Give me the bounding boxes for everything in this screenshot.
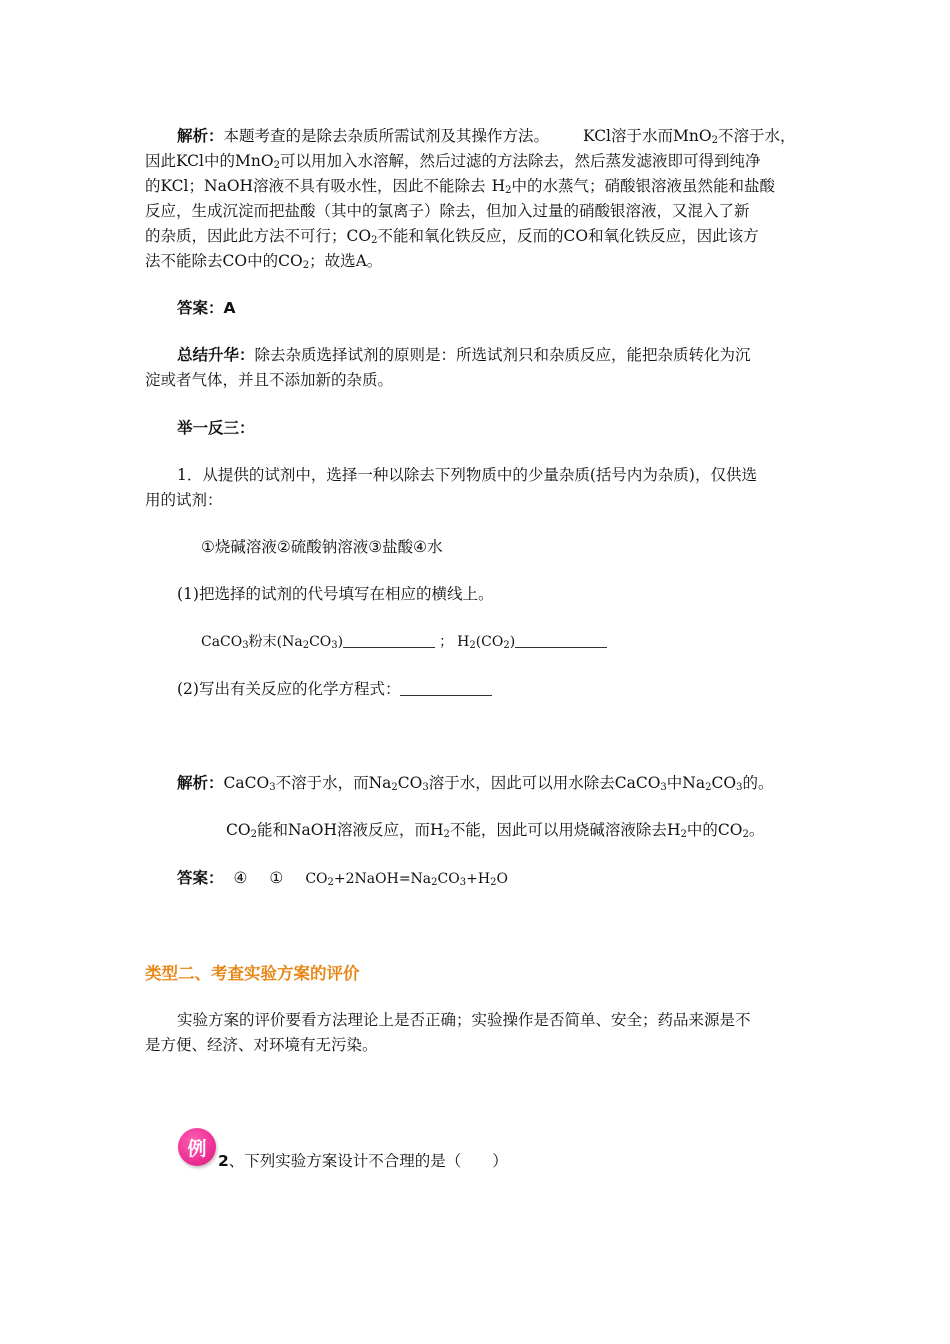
chem-sub: 2	[431, 877, 438, 888]
chem: NaOH	[204, 177, 254, 195]
analysis-text: ；故选	[309, 252, 356, 270]
example-text: 、下列实验方案设计不合理的是（ ）	[228, 1152, 508, 1170]
chem-sub: 2	[443, 829, 450, 840]
chem-sub: 2	[503, 640, 510, 651]
analysis1-line4: 反应，生成沉淀而把盐酸（其中的氯离子）除去，但加入过量的硝酸银溶液，又混入了新	[145, 202, 750, 220]
chem: KCl	[176, 152, 204, 170]
chem-sub: 2	[705, 782, 712, 793]
chem-sub: 2	[391, 782, 398, 793]
chem: MnO	[673, 127, 712, 145]
analysis2-line1	[177, 771, 842, 796]
chem: +2NaOH=Na	[333, 871, 432, 887]
chem: CO	[226, 821, 251, 839]
chem-sub: 2	[711, 135, 718, 146]
analysis-text: 能和	[256, 821, 288, 839]
equation	[305, 871, 508, 887]
analysis-text: 的	[145, 177, 161, 195]
analysis-text: 中	[666, 774, 683, 792]
answer-blank[interactable]	[343, 633, 435, 648]
separator: ；	[439, 634, 454, 650]
chem: CO	[305, 871, 328, 887]
analysis1-line6	[145, 249, 810, 274]
chem: CaCO	[614, 774, 661, 792]
answer-blank[interactable]	[515, 633, 607, 648]
chem: CO	[717, 821, 743, 839]
analysis-text: 中的	[204, 152, 236, 170]
chem-sub: 3	[331, 640, 338, 651]
chem: (CO	[475, 634, 504, 650]
answer1	[177, 296, 842, 321]
analysis-text: 溶于水，因此可以用水除去	[428, 774, 615, 792]
chem-sub: 3	[422, 782, 429, 793]
summary-line2: 淀或者气体，并且不添加新的杂质。	[145, 371, 394, 389]
answer-value: ④	[233, 869, 248, 887]
chem-sub: 3	[736, 782, 743, 793]
chem: CO	[309, 634, 332, 650]
question-text: (2)写出有关反应的化学方程式：	[177, 680, 401, 698]
summary-line1	[177, 343, 842, 368]
chem-sub: 2	[371, 235, 378, 246]
analysis-text: 不能，因此可以用烧碱溶液除去	[449, 821, 667, 839]
analysis1-line3	[145, 174, 810, 199]
chem: CO	[222, 252, 248, 270]
chem-sub: 3	[459, 877, 467, 888]
chem: CO	[397, 774, 423, 792]
analysis-text: 。	[748, 821, 765, 839]
analysis-text: 不溶于水，	[717, 127, 796, 145]
analysis-text: 溶液不具有吸水性，因此不能除去	[253, 177, 486, 195]
example-number: 2	[218, 1152, 229, 1170]
analysis-text: 。	[366, 252, 383, 270]
analysis-text: 的。	[742, 774, 774, 792]
chem: )	[337, 634, 344, 650]
question1-line1: 1．从提供的试剂中，选择一种以除去下列物质中的少量杂质(括号内为杂质)，仅供选	[177, 466, 757, 484]
chem-sub: 3	[269, 782, 276, 793]
analysis-text: 不能和氧化铁反应，反而的	[377, 227, 564, 245]
section-body-line1: 实验方案的评价要看方法理论上是否正确；实验操作是否简单、安全；药品来源是不	[177, 1011, 751, 1029]
chem: KCl	[583, 127, 612, 145]
chem-sub: 3	[660, 782, 667, 793]
chem: )	[509, 634, 516, 650]
analysis-label: 解析：	[177, 127, 224, 145]
chem: H	[666, 821, 681, 839]
chem: CO	[711, 774, 737, 792]
chem: MnO	[235, 152, 274, 170]
chem-sub: 2	[490, 877, 497, 888]
analysis-text: 法不能除去	[145, 252, 223, 270]
chem-sub: 2	[273, 160, 280, 171]
chem: KCl	[160, 177, 189, 195]
analysis1-line5	[145, 224, 810, 249]
analysis-text: 溶于水而	[611, 127, 674, 145]
analysis-text: 中的	[686, 821, 718, 839]
analysis-text: 的杂质，因此此方法不可行；	[145, 227, 347, 245]
chem: H	[491, 177, 506, 195]
subquestion1: (1)把选择的试剂的代号填写在相应的横线上。	[177, 585, 494, 603]
chem-sub: 2	[327, 877, 334, 888]
reagent-list: ①烧碱溶液②硫酸钠溶液③盐酸④水	[201, 538, 443, 556]
analysis1-line2	[145, 149, 810, 174]
answer-value: A	[223, 299, 236, 317]
chem: NaOH	[287, 821, 337, 839]
summary-text: 除去杂质选择试剂的原则是：所选试剂只和杂质反应，能把杂质转化为沉	[254, 346, 751, 364]
chem: H	[430, 821, 444, 839]
chem: +H	[466, 871, 491, 887]
analysis2-line2	[226, 818, 891, 843]
analysis-text: 中的水蒸气；硝酸银溶液虽然能和盐酸	[511, 177, 775, 195]
chem: CO	[563, 227, 589, 245]
chem-sub: 2	[680, 829, 687, 840]
analysis-text: 和氧化铁反应，因此该方	[588, 227, 759, 245]
chem: Na	[368, 774, 392, 792]
chem: CaCO	[201, 634, 243, 650]
practice-label	[177, 416, 842, 441]
answer-blank[interactable]	[400, 681, 492, 696]
chem: A	[355, 252, 367, 270]
fill-line-final	[201, 630, 866, 655]
chem-sub: 2	[250, 829, 257, 840]
chem: CaCO	[223, 774, 270, 792]
summary-label: 总结升华：	[177, 346, 255, 364]
answer-value: ①	[269, 869, 284, 887]
analysis-label: 解析：	[177, 774, 224, 792]
answer2	[177, 866, 842, 892]
analysis-text: 中的	[247, 252, 279, 270]
example-badge-icon: 例	[178, 1128, 216, 1166]
example2-question	[218, 1149, 883, 1174]
chem-sub: 2	[505, 185, 512, 196]
chem: 粉末(Na	[248, 634, 303, 650]
chem-sub: 2	[469, 640, 476, 651]
subquestion2	[177, 677, 842, 702]
chem: H	[457, 634, 470, 650]
analysis-text: 因此	[145, 152, 177, 170]
chem-sub: 2	[302, 640, 310, 651]
section-heading: 类型二、考查实验方案的评价	[145, 964, 360, 983]
analysis-text: 不溶于水，而	[275, 774, 369, 792]
section-body-line2: 是方便、经济、对环境有无污染。	[145, 1036, 378, 1054]
chem: CO	[278, 252, 303, 270]
answer-label: 答案：	[177, 869, 224, 887]
analysis-text: 本题考查的是除去杂质所需试剂及其操作方法。	[223, 127, 550, 145]
analysis-text: 溶液反应，而	[337, 821, 431, 839]
answer-label: 答案：	[177, 299, 224, 317]
chem-sub: 2	[302, 260, 310, 271]
chem-sub: 2	[742, 829, 749, 840]
analysis-text: ；	[188, 177, 205, 195]
chem: CO	[346, 227, 372, 245]
analysis-text: 可以用加入水溶解，然后过滤的方法除去，然后蒸发滤液即可得到纯净	[279, 152, 761, 170]
chem: CO	[437, 871, 460, 887]
chem: Na	[682, 774, 706, 792]
question1-line2: 用的试剂：	[145, 491, 223, 509]
analysis1-line1	[177, 124, 842, 149]
chem-sub: 3	[242, 640, 249, 651]
practice-heading: 举一反三：	[177, 419, 255, 437]
chem: O	[496, 871, 508, 887]
